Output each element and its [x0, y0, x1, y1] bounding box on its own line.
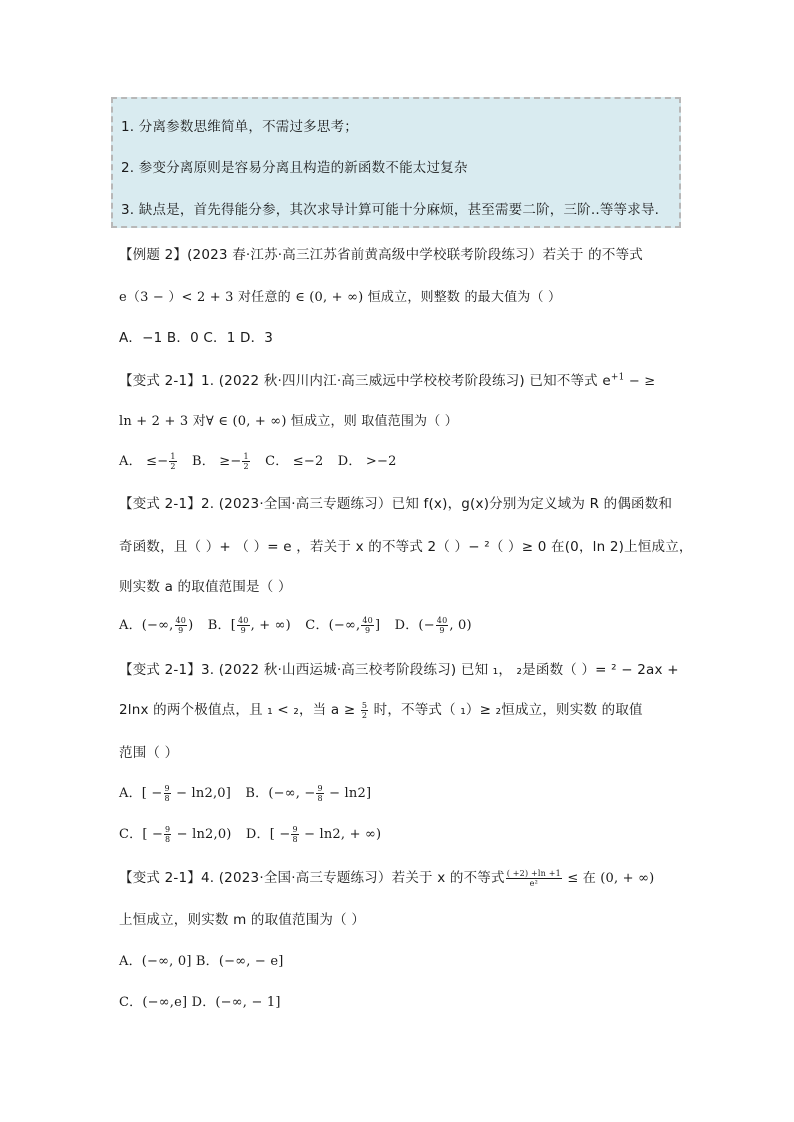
variant-1-condition: ln + 2 + 3 对∀ ∈ (0, + ∞) 恒成立，则 取值范围为（ ）	[119, 414, 458, 429]
example-2-condition: e（3 − ）< 2 + 3 对任意的 ∈ (0, + ∞) 恒成立，则整数 的最大值为（ ）	[119, 290, 562, 305]
variant-2-options: A．(−∞, $\frac{40}{9}$ ) B．[ $\frac{40}{9}$ , + ∞) C．(−∞, $\frac{40}{9}$ ] D．(− $\frac{40}{9}$ , 0)	[119, 616, 472, 635]
variant-4-options-ab: A．(−∞, 0] B．(−∞, − e]	[119, 954, 284, 969]
tip-2: 2. 参变分离原则是容易分离且构造的新函数不能太过复杂	[121, 160, 468, 176]
variant-3-stem: 【变式 2-1】3. (2022 秋·山西运城·高三校考阶段练习) 已知 ₁， ₂是函数（ ）= ² − 2ax +	[119, 662, 679, 678]
fraction: $\frac{40}{9}$	[436, 616, 448, 635]
variant-1-options	[119, 450, 407, 471]
method-tips-box	[111, 97, 681, 228]
variant-2-option-c: C．(−∞,	[305, 618, 361, 633]
variant-4-question: 上恒成立，则实数 m 的取值范围为（ ）	[119, 912, 366, 928]
variant-1-superscript: +1	[610, 372, 625, 383]
variant-3-option-b: B．(−∞, −	[245, 786, 316, 801]
variant-1-option-c: C． ≤−2	[265, 454, 324, 469]
example-2-options: A．−1 B．0 C．1 D．3	[119, 330, 274, 346]
variant-3-condition	[119, 698, 643, 720]
tip-3: 3. 缺点是，首先得能分参，其次求导计算可能十分麻烦，甚至需要二阶，三阶..等等求导.	[121, 202, 660, 218]
fraction: $\frac{9}{8}$	[165, 825, 171, 844]
fraction: $\frac{( +2) +\ln +1}{\text{e²}}$	[506, 868, 561, 888]
variant-2-option-b: B．[	[207, 618, 236, 633]
variant-3-question: 范围（ ）	[119, 745, 179, 761]
variant-4-stem	[119, 866, 654, 888]
variant-1-option-b: B． ≥−	[191, 454, 242, 469]
variant-1-text-end: − ≥	[624, 374, 656, 389]
variant-4-text: 【变式 2-1】4. (2023·全国·高三专题练习）若关于 x 的不等式	[119, 870, 505, 886]
fraction: $\frac{9}{8}$	[292, 825, 298, 844]
variant-3-text: 2lnx 的两个极值点，且 ₁ < ₂，当 a ≥	[119, 702, 360, 718]
fraction: $\frac{5}{2}$	[361, 700, 368, 720]
variant-3-options-cd: C．[ − $\frac{9}{8}$ − ln2,0) D．[ − $\frac{9}{8}$ − ln2, + ∞)	[119, 825, 382, 844]
variant-1-stem	[119, 369, 655, 389]
variant-3-options-ab: A．[ − $\frac{9}{8}$ − ln2,0] B．(−∞, − $\frac{9}{8}$ − ln2]	[119, 784, 372, 803]
variant-3-option-a: A．[ −	[119, 786, 163, 801]
variant-1-text: 【变式 2-1】1. (2022 秋·四川内江·高三威远中学校校考阶段练习) 已知不等式 e	[119, 373, 611, 389]
fraction: $\frac{40}{9}$	[237, 616, 249, 635]
variant-2-question: 则实数 a 的取值范围是（ ）	[119, 579, 292, 595]
variant-3-text-end: 时，不等式（ ₁）≥ ₂恒成立，则实数 的取值	[369, 702, 643, 718]
variant-3-option-c: C．[ −	[119, 827, 164, 842]
variant-2-stem: 【变式 2-1】2. (2023·全国·高三专题练习）已知 f(x)，g(x)分别为定义域为 R 的偶函数和	[119, 496, 673, 512]
variant-3-option-d: D．[ −	[245, 827, 291, 842]
example-2-stem: 【例题 2】(2023 春·江苏·高三江苏省前黄高级中学校联考阶段练习）若关于 的不等式	[119, 247, 643, 263]
fraction: $\frac{1}{2}$	[170, 452, 176, 471]
variant-4-text-end: ≤ 在 (0, + ∞)	[562, 871, 655, 886]
variant-2-option-d: D．(−	[394, 618, 435, 633]
variant-1-option-d: D． >−2	[337, 454, 397, 469]
fraction: $\frac{1}{2}$	[243, 452, 249, 471]
variant-1-option-a: A． ≤−	[119, 454, 169, 469]
variant-2-condition: 奇函数，且（ ）+ （ ）= e ，若关于 x 的不等式 2（ ）− ²（ ）≥ 0 在(0，ln 2)上恒成立，	[119, 539, 693, 555]
fraction: $\frac{9}{8}$	[164, 784, 170, 803]
fraction: $\frac{40}{9}$	[175, 616, 187, 635]
variant-4-options-cd: C．(−∞,e] D．(−∞, − 1]	[119, 995, 281, 1010]
fraction: $\frac{9}{8}$	[317, 784, 323, 803]
variant-2-option-a: A．(−∞,	[119, 618, 174, 633]
tip-1: 1. 分离参数思维简单，不需过多思考；	[121, 119, 358, 135]
fraction: $\frac{40}{9}$	[362, 616, 373, 635]
